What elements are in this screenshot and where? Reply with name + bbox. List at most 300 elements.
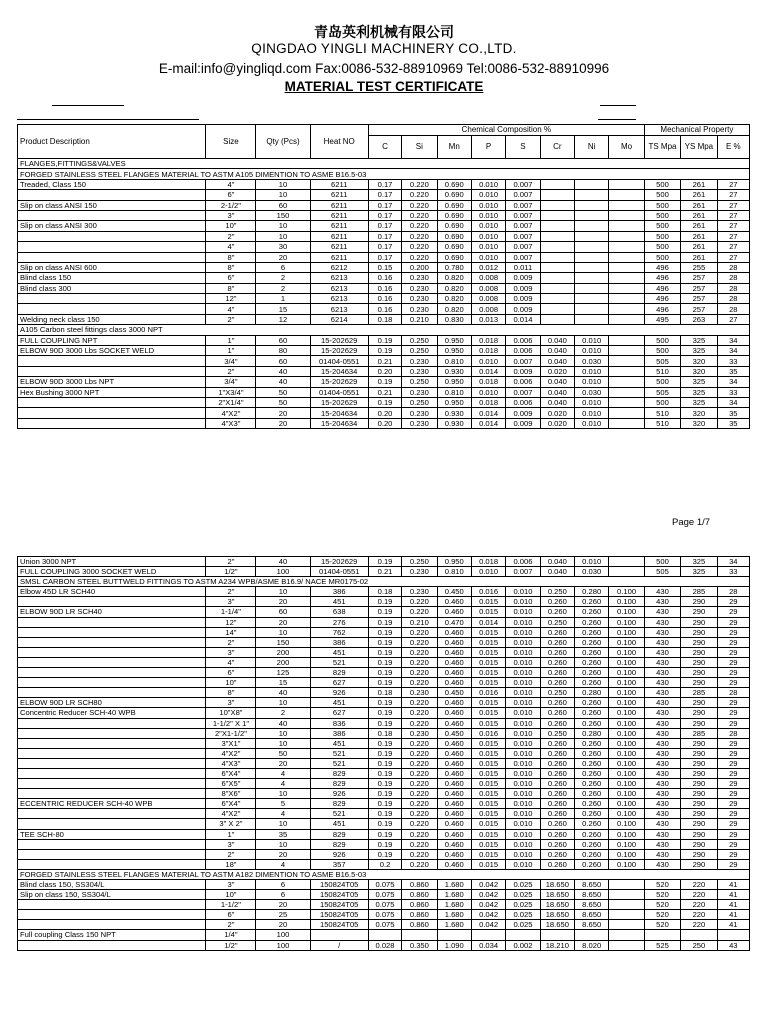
table-cell: 18.650	[540, 910, 574, 920]
table-cell: 0.007	[506, 242, 540, 252]
table-cell: 0.250	[402, 377, 437, 387]
table-cell	[609, 418, 644, 428]
table-cell: 0.040	[540, 346, 574, 356]
table-cell	[18, 779, 206, 789]
table-cell: 0.260	[540, 678, 574, 688]
table-cell: 0.450	[437, 728, 471, 738]
table-cell	[575, 294, 609, 304]
table-cell	[540, 242, 574, 252]
table-cell: 40	[256, 718, 310, 728]
table-cell: 18.650	[540, 900, 574, 910]
table-cell: 8"X6"	[206, 789, 256, 799]
table-cell: 829	[310, 779, 368, 789]
table-cell: 0.040	[540, 335, 574, 345]
table-cell: 0.010	[575, 366, 609, 376]
table-cell: 430	[644, 627, 680, 637]
table-cell: 25	[256, 910, 310, 920]
table-cell	[18, 356, 206, 366]
table-cell: 3"	[206, 839, 256, 849]
table-cell: 0.220	[402, 768, 437, 778]
table-cell: 28	[717, 262, 749, 272]
table-row	[18, 849, 750, 859]
table-cell	[540, 231, 574, 241]
table-cell: 0.260	[575, 839, 609, 849]
table-cell: 451	[310, 698, 368, 708]
table-cell: 0.100	[609, 859, 644, 869]
table-cell: 150	[256, 210, 310, 220]
table-cell: 0.260	[575, 768, 609, 778]
table-cell: 0.015	[471, 607, 505, 617]
table-cell	[540, 210, 574, 220]
table-cell: 430	[644, 708, 680, 718]
table-cell: 0.100	[609, 819, 644, 829]
table-cell: 0.260	[540, 779, 574, 789]
table-cell: 0.460	[437, 647, 471, 657]
table-cell: 3"X1"	[206, 738, 256, 748]
table-cell: 0.260	[575, 809, 609, 819]
table-cell	[18, 728, 206, 738]
table-cell: 0.260	[540, 738, 574, 748]
table-cell: 0.015	[471, 627, 505, 637]
table-cell: 0.950	[437, 346, 471, 356]
table-cell: 3/4"	[206, 377, 256, 387]
table-cell: 0.460	[437, 738, 471, 748]
table-cell: 29	[717, 758, 749, 768]
table-cell	[575, 262, 609, 272]
table-cell: 0.260	[540, 758, 574, 768]
table-cell: 28	[717, 283, 749, 293]
table-cell: 6211	[310, 221, 368, 231]
table-cell: 0.010	[506, 637, 540, 647]
table-cell: 0.018	[471, 346, 505, 356]
table-cell: 20	[256, 252, 310, 262]
table-cell: 520	[644, 910, 680, 920]
table-cell: 1.090	[437, 940, 471, 950]
table-cell: 0.040	[540, 377, 574, 387]
table-cell: 2"	[206, 637, 256, 647]
table-cell: 0.690	[437, 242, 471, 252]
table-cell: 15-202629	[310, 377, 368, 387]
table-cell: 6"	[206, 273, 256, 283]
table-cell: 29	[717, 789, 749, 799]
table-cell: 0.010	[575, 408, 609, 418]
table-cell: 505	[644, 356, 680, 366]
table-cell: 0.260	[575, 607, 609, 617]
table-row	[18, 940, 750, 950]
table-cell: 261	[681, 221, 717, 231]
table-cell: 521	[310, 748, 368, 758]
table-cell: 0.015	[471, 758, 505, 768]
table-cell: 0.010	[506, 657, 540, 667]
table-cell: 100	[256, 940, 310, 950]
table-cell: 29	[717, 799, 749, 809]
table-cell: 220	[681, 900, 717, 910]
table-row	[18, 418, 750, 428]
table-cell: 0.220	[402, 839, 437, 849]
table-cell: 0.280	[575, 688, 609, 698]
table-cell: ELBOW 90D 3000 Lbs SOCKET WELD	[18, 346, 206, 356]
table-cell: 290	[681, 829, 717, 839]
table-cell: 60	[256, 200, 310, 210]
table-cell: Elbow 45D LR SCH40	[18, 587, 206, 597]
table-row	[18, 647, 750, 657]
table-cell: 290	[681, 617, 717, 627]
table-cell: 2"	[206, 587, 256, 597]
table-cell: 0.100	[609, 789, 644, 799]
header-element-ni: Ni	[575, 136, 609, 159]
table-cell	[609, 890, 644, 900]
table-cell: 0.013	[471, 314, 505, 324]
table-cell: 0.007	[506, 567, 540, 577]
table-cell: 0.014	[506, 314, 540, 324]
table-cell	[540, 190, 574, 200]
material-test-table-page-2	[17, 556, 750, 951]
table-cell: 29	[717, 738, 749, 748]
table-cell: 2"	[206, 849, 256, 859]
table-cell: 0.025	[506, 910, 540, 920]
table-cell: 0.010	[575, 557, 609, 567]
table-cell: 0.014	[471, 617, 505, 627]
material-test-table-page-1	[17, 124, 750, 429]
table-cell	[575, 210, 609, 220]
table-cell: 6	[256, 262, 310, 272]
table-cell: 0.19	[368, 397, 401, 407]
table-cell	[18, 678, 206, 688]
table-cell	[437, 930, 471, 940]
table-cell: FULL COUPLING NPT	[18, 335, 206, 345]
table-cell: 8.650	[575, 920, 609, 930]
table-cell: 0.075	[368, 920, 401, 930]
blank-line-right-long	[598, 119, 636, 120]
table-cell: 0.006	[506, 397, 540, 407]
table-cell: 0.009	[506, 366, 540, 376]
table-cell: 0.015	[471, 789, 505, 799]
table-cell: 10	[256, 231, 310, 241]
table-cell: 0.260	[575, 758, 609, 768]
table-row	[18, 179, 750, 189]
table-cell: 0.007	[506, 252, 540, 262]
table-cell: 29	[717, 829, 749, 839]
table-cell: 290	[681, 637, 717, 647]
table-cell: 0.220	[402, 799, 437, 809]
table-cell	[575, 314, 609, 324]
table-cell: 0.460	[437, 859, 471, 869]
table-cell: 0.100	[609, 738, 644, 748]
header-size: Size	[206, 125, 256, 159]
table-cell: 29	[717, 748, 749, 758]
table-cell: 0.010	[506, 738, 540, 748]
table-cell: ELBOW 90D 3000 Lbs NPT	[18, 377, 206, 387]
blank-line-right-short	[600, 105, 636, 106]
table-cell: 829	[310, 829, 368, 839]
table-cell: 0.018	[471, 557, 505, 567]
table-cell	[609, 190, 644, 200]
table-cell: 0.16	[368, 283, 401, 293]
table-cell: 15-202629	[310, 346, 368, 356]
table-cell: 0.100	[609, 839, 644, 849]
table-cell: 34	[717, 557, 749, 567]
table-cell: 290	[681, 668, 717, 678]
table-cell: 1/2"	[206, 940, 256, 950]
table-cell	[18, 819, 206, 829]
table-cell: 0.460	[437, 668, 471, 678]
table-cell: 40	[256, 377, 310, 387]
table-cell: 325	[681, 397, 717, 407]
table-cell: 0.810	[437, 387, 471, 397]
table-cell: 255	[681, 262, 717, 272]
table-cell: 0.460	[437, 829, 471, 839]
table-cell: 0.19	[368, 748, 401, 758]
table-cell: 829	[310, 839, 368, 849]
table-cell: 125	[256, 668, 310, 678]
table-cell: ECCENTRIC REDUCER SCH-40 WPB	[18, 799, 206, 809]
table-cell: 20	[256, 849, 310, 859]
table-cell: 0.010	[506, 819, 540, 829]
table-cell: 2	[256, 283, 310, 293]
table-cell: Slip on class ANSI 300	[18, 221, 206, 231]
table-cell: 500	[644, 200, 680, 210]
table-cell: 0.230	[402, 304, 437, 314]
table-cell	[18, 294, 206, 304]
table-cell: 290	[681, 738, 717, 748]
table-cell: 0.19	[368, 738, 401, 748]
table-cell: Blind class 150, SS304/L	[18, 880, 206, 890]
table-cell: 0.19	[368, 789, 401, 799]
table-cell: 0.260	[575, 799, 609, 809]
table-cell: 0.460	[437, 698, 471, 708]
table-cell: 0.100	[609, 607, 644, 617]
table-cell: 0.040	[540, 356, 574, 366]
table-cell: 261	[681, 252, 717, 262]
table-cell: 28	[717, 728, 749, 738]
table-cell: 29	[717, 678, 749, 688]
table-cell: 0.020	[540, 366, 574, 376]
table-row	[18, 920, 750, 930]
table-cell: Treaded, Class 150	[18, 179, 206, 189]
table-cell: 0.860	[402, 900, 437, 910]
table-row	[18, 366, 750, 376]
table-cell: 6212	[310, 262, 368, 272]
table-cell: 6213	[310, 294, 368, 304]
section-row	[18, 869, 750, 879]
table-cell: 0.230	[402, 587, 437, 597]
table-cell: 4"	[206, 242, 256, 252]
table-cell: 6211	[310, 200, 368, 210]
table-cell	[18, 627, 206, 637]
table-cell: 0.230	[402, 567, 437, 577]
table-cell: 0.010	[471, 221, 505, 231]
table-cell: 0.19	[368, 779, 401, 789]
table-row	[18, 738, 750, 748]
section-title: FORGED STAINLESS STEEL FLANGES MATERIAL TO ASTM A105 DIMENTION TO ASME B16.5-03	[18, 169, 750, 179]
table-cell: 0.260	[540, 799, 574, 809]
table-cell: 20	[256, 418, 310, 428]
table-cell: 0.008	[471, 304, 505, 314]
table-cell	[609, 221, 644, 231]
table-cell: 0.014	[471, 366, 505, 376]
table-cell: 0.690	[437, 210, 471, 220]
table-cell: 5	[256, 799, 310, 809]
table-cell: 0.230	[402, 273, 437, 283]
table-cell	[18, 637, 206, 647]
table-cell	[644, 930, 680, 940]
table-cell: 500	[644, 335, 680, 345]
table-cell: 0.260	[575, 668, 609, 678]
table-cell: 0.009	[506, 273, 540, 283]
table-cell	[609, 200, 644, 210]
table-cell	[609, 210, 644, 220]
table-cell: 0.220	[402, 597, 437, 607]
header-element-mn: Mn	[437, 136, 471, 159]
table-cell: 15	[256, 678, 310, 688]
table-cell: 29	[717, 708, 749, 718]
table-cell: 0.220	[402, 819, 437, 829]
table-cell: 15-202629	[310, 335, 368, 345]
table-cell: 0.018	[471, 397, 505, 407]
table-cell: 430	[644, 678, 680, 688]
table-cell: 0.690	[437, 200, 471, 210]
table-cell: 0.014	[471, 408, 505, 418]
table-cell: 0.260	[540, 768, 574, 778]
table-cell	[18, 210, 206, 220]
table-cell: 0.100	[609, 829, 644, 839]
table-cell: 0.015	[471, 839, 505, 849]
table-row	[18, 657, 750, 667]
table-cell: 0.19	[368, 557, 401, 567]
table-cell: 0.010	[506, 799, 540, 809]
table-cell: 0.042	[471, 910, 505, 920]
table-cell	[18, 900, 206, 910]
table-cell: 8.650	[575, 880, 609, 890]
table-cell: 150824T05	[310, 920, 368, 930]
table-cell: 430	[644, 728, 680, 738]
table-cell	[18, 617, 206, 627]
table-cell: 430	[644, 718, 680, 728]
table-cell: 29	[717, 627, 749, 637]
table-cell: 0.220	[402, 678, 437, 688]
table-cell: 0.220	[402, 200, 437, 210]
table-cell	[18, 789, 206, 799]
table-row	[18, 799, 750, 809]
table-cell	[609, 314, 644, 324]
table-cell: 6"	[206, 190, 256, 200]
table-cell: 2	[256, 273, 310, 283]
table-cell: 0.230	[402, 294, 437, 304]
table-cell: 29	[717, 617, 749, 627]
table-cell: 0.460	[437, 597, 471, 607]
table-cell: 762	[310, 627, 368, 637]
table-row	[18, 356, 750, 366]
table-cell: 0.220	[402, 859, 437, 869]
table-row	[18, 859, 750, 869]
table-row	[18, 567, 750, 577]
table-cell: 290	[681, 839, 717, 849]
table-cell: 505	[644, 567, 680, 577]
table-cell: 430	[644, 839, 680, 849]
table-cell: 0.010	[506, 647, 540, 657]
table-row	[18, 900, 750, 910]
table-cell: 28	[717, 587, 749, 597]
table-cell	[609, 346, 644, 356]
table-cell: 0.210	[402, 314, 437, 324]
table-row	[18, 200, 750, 210]
table-cell: 926	[310, 789, 368, 799]
table-cell: 0.100	[609, 849, 644, 859]
table-cell: 15-204634	[310, 408, 368, 418]
table-cell	[540, 179, 574, 189]
table-cell: 0.260	[575, 678, 609, 688]
table-cell: 0.100	[609, 768, 644, 778]
table-cell: 2"X1/4"	[206, 397, 256, 407]
table-cell: 0.010	[575, 377, 609, 387]
table-cell	[575, 231, 609, 241]
table-cell: 0.860	[402, 890, 437, 900]
table-cell: 0.16	[368, 273, 401, 283]
table-cell: 0.010	[506, 748, 540, 758]
table-row	[18, 748, 750, 758]
table-cell: 2-1/2"	[206, 200, 256, 210]
table-cell: 29	[717, 698, 749, 708]
table-cell: 40	[256, 688, 310, 698]
table-cell: 0.220	[402, 210, 437, 220]
table-row	[18, 231, 750, 241]
table-cell: 0.025	[506, 920, 540, 930]
table-cell: 220	[681, 920, 717, 930]
table-cell: 0.260	[540, 839, 574, 849]
table-cell: 0.260	[575, 637, 609, 647]
table-cell: 290	[681, 859, 717, 869]
table-cell: 0.230	[402, 356, 437, 366]
table-row	[18, 221, 750, 231]
table-cell: 01404-0551	[310, 356, 368, 366]
table-cell: 0.690	[437, 252, 471, 262]
table-cell: 0.010	[471, 190, 505, 200]
table-cell	[609, 397, 644, 407]
table-cell: 2"	[206, 231, 256, 241]
table-cell: 0.19	[368, 597, 401, 607]
table-cell: 14"	[206, 627, 256, 637]
table-cell: 50	[256, 387, 310, 397]
table-cell: 0.250	[402, 397, 437, 407]
table-cell: 29	[717, 779, 749, 789]
table-cell: 0.006	[506, 335, 540, 345]
table-cell: 27	[717, 221, 749, 231]
table-cell: 0.020	[540, 418, 574, 428]
table-cell: 0.007	[506, 179, 540, 189]
table-cell: 0.21	[368, 567, 401, 577]
company-contact: E-mail:info@yingliqd.com Fax:0086-532-88910969 Tel:0086-532-88910996	[158, 61, 610, 76]
table-cell: 0.260	[540, 607, 574, 617]
table-cell: 829	[310, 768, 368, 778]
table-cell	[609, 273, 644, 283]
table-cell: 0.010	[506, 607, 540, 617]
table-cell	[540, 273, 574, 283]
table-cell: 12"	[206, 294, 256, 304]
table-cell: 28	[717, 304, 749, 314]
table-row	[18, 387, 750, 397]
table-cell	[18, 668, 206, 678]
header-product-description: Product Description	[18, 125, 206, 159]
table-cell: 41	[717, 920, 749, 930]
table-cell: 0.015	[471, 597, 505, 607]
table-cell: 0.010	[471, 252, 505, 262]
table-cell: 0.19	[368, 809, 401, 819]
table-cell: 261	[681, 179, 717, 189]
table-cell: 505	[644, 387, 680, 397]
table-cell: 0.830	[437, 314, 471, 324]
table-cell: 0.230	[402, 283, 437, 293]
table-cell: 1"X3/4"	[206, 387, 256, 397]
